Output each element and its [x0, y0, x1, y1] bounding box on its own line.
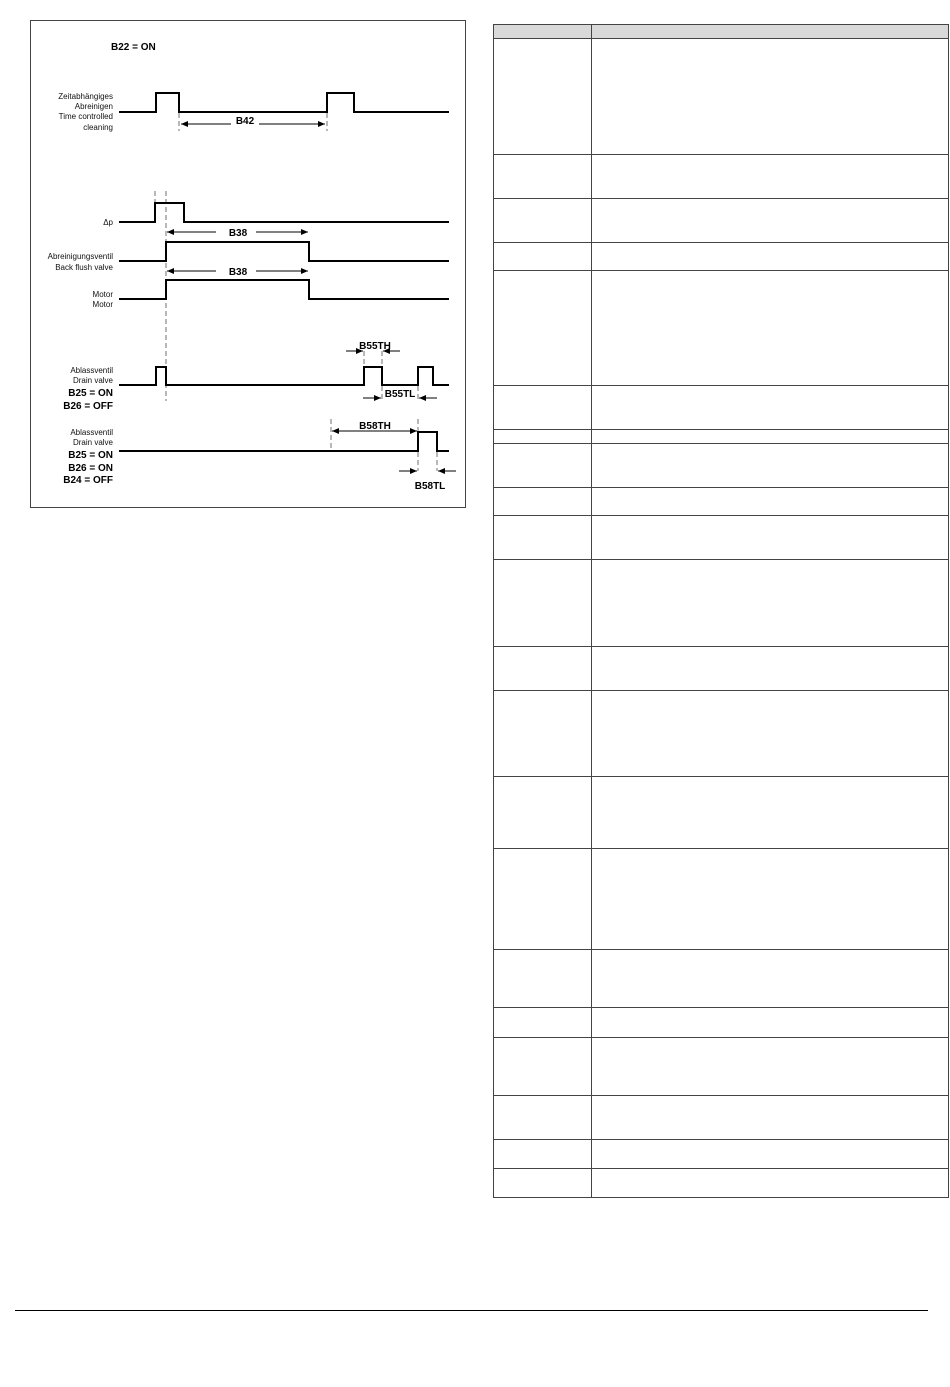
table-cell [592, 950, 949, 1008]
table-cell [494, 560, 592, 647]
table-row [494, 777, 949, 849]
label-motor-2: Motor [92, 300, 113, 309]
label-backflush-2: Back flush valve [55, 263, 113, 272]
table-row [494, 691, 949, 777]
table-cell [494, 155, 592, 199]
table-cell [592, 849, 949, 950]
signal-drain1 [119, 367, 449, 385]
timing-diagram [30, 20, 466, 508]
label-time-clean-2: Abreinigen [74, 102, 113, 111]
table-cell [494, 430, 592, 444]
signal-backflush [119, 242, 449, 261]
table-cell [592, 777, 949, 849]
table-cell [592, 271, 949, 386]
footer-rule [15, 1310, 928, 1311]
table-cell [494, 386, 592, 430]
table-row [494, 647, 949, 691]
table-row [494, 386, 949, 430]
dim-b58th: B58TH [359, 421, 391, 432]
table-row [494, 1038, 949, 1096]
table-cell [494, 691, 592, 777]
label-motor-1: Motor [92, 290, 113, 299]
dim-b58tl: B58TL [414, 481, 446, 492]
dim-b38b: B38 [228, 267, 248, 278]
table-cell [592, 199, 949, 243]
table-cell [494, 516, 592, 560]
table-body [494, 39, 949, 1198]
label-time-clean-4: cleaning [83, 123, 113, 132]
table-cell [592, 1038, 949, 1096]
table-cell [494, 1096, 592, 1140]
table-row [494, 444, 949, 488]
table-cell [592, 691, 949, 777]
table-cell [494, 39, 592, 155]
signal-motor [119, 280, 449, 299]
table-cell [494, 777, 592, 849]
label-drain1-cond-1: B25 = ON [68, 388, 113, 399]
label-drain2-cond-1: B25 = ON [68, 450, 113, 461]
table-cell [494, 1038, 592, 1096]
table-row [494, 271, 949, 386]
label-time-clean-1: Zeitabhängiges [58, 92, 113, 101]
table-row [494, 1169, 949, 1198]
table-cell [494, 444, 592, 488]
table-cell [592, 1096, 949, 1140]
table-cell [592, 516, 949, 560]
label-drain1-2: Drain valve [72, 376, 113, 385]
label-drain2-1: Ablassventil [70, 428, 113, 437]
table-row [494, 430, 949, 444]
table-row [494, 1008, 949, 1038]
dim-b42: B42 [235, 116, 255, 127]
table-cell [494, 1008, 592, 1038]
label-drain2-2: Drain valve [72, 438, 113, 447]
table-row [494, 243, 949, 271]
table-cell [592, 386, 949, 430]
table-cell [592, 488, 949, 516]
label-drain1-1: Ablassventil [70, 366, 113, 375]
table-row [494, 39, 949, 155]
table-cell [592, 1008, 949, 1038]
label-time-clean-3: Time controlled [58, 112, 113, 121]
table-cell [592, 155, 949, 199]
table-row [494, 155, 949, 199]
table-cell [592, 1169, 949, 1198]
dim-b55tl: B55TL [384, 389, 416, 400]
table-row [494, 488, 949, 516]
label-drain2-cond-3: B24 = OFF [63, 475, 113, 486]
signal-drain2 [119, 432, 449, 451]
table-cell [494, 243, 592, 271]
label-dp: Δp [103, 218, 113, 227]
table-cell [494, 1169, 592, 1198]
parameter-table [493, 24, 949, 1198]
table-cell [494, 488, 592, 516]
table-cell [592, 430, 949, 444]
table-cell [592, 560, 949, 647]
table-row [494, 1140, 949, 1169]
label-backflush-1: Abreinigungsventil [47, 252, 113, 261]
table-cell [494, 849, 592, 950]
table-row [494, 560, 949, 647]
table-cell [592, 647, 949, 691]
table-header-cell [592, 25, 949, 39]
signal-dp [119, 203, 449, 222]
dim-arrowheads [410, 468, 445, 474]
table-row [494, 849, 949, 950]
table-cell [494, 647, 592, 691]
table-row [494, 1096, 949, 1140]
table-cell [494, 950, 592, 1008]
signal-time-clean [119, 93, 449, 112]
table-cell [494, 271, 592, 386]
condition-title: B22 = ON [111, 42, 156, 53]
table-cell [494, 199, 592, 243]
label-drain1-cond-2: B26 = OFF [63, 401, 113, 412]
table-row [494, 516, 949, 560]
label-drain2-cond-2: B26 = ON [68, 463, 113, 474]
table-row [494, 199, 949, 243]
table-header-cell [494, 25, 592, 39]
table-row [494, 950, 949, 1008]
table-header-row [494, 25, 949, 39]
table-cell [592, 1140, 949, 1169]
dim-b38a: B38 [228, 228, 248, 239]
dim-b55th: B55TH [359, 341, 391, 352]
table-cell [494, 1140, 592, 1169]
table-cell [592, 444, 949, 488]
table-cell [592, 39, 949, 155]
table-cell [592, 243, 949, 271]
timing-diagram-svg [31, 21, 467, 509]
